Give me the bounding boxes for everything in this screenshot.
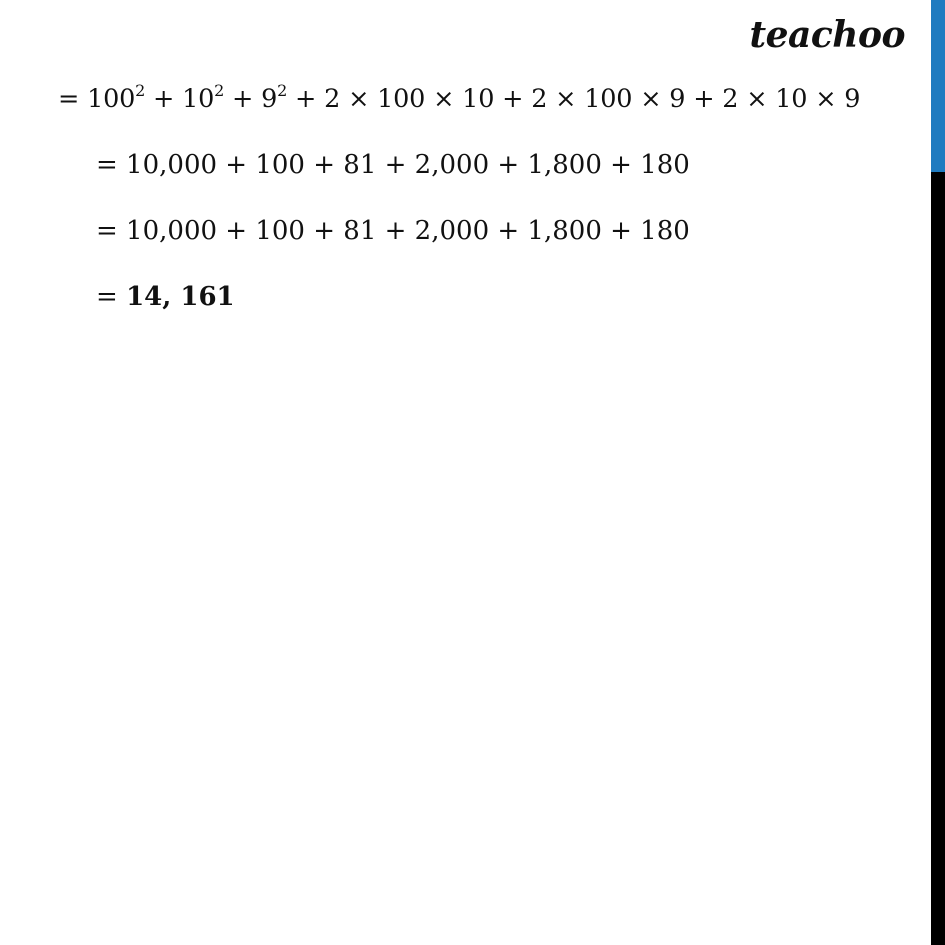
term-100: = 100 bbox=[58, 84, 136, 114]
sum-line-2: = 10,000 + 100 + 81 + 2,000 + 1,800 + 180 bbox=[96, 216, 690, 246]
term-10: + 10 bbox=[145, 84, 215, 114]
side-bar-blue-accent bbox=[931, 0, 945, 172]
equals-sign: = bbox=[96, 282, 127, 312]
exponent: 2 bbox=[135, 81, 146, 100]
exponent: 2 bbox=[214, 81, 225, 100]
term-9: + 9 bbox=[224, 84, 278, 114]
cross-terms: + 2 × 100 × 10 + 2 × 100 × 9 + 2 × 10 × 9 bbox=[287, 84, 861, 114]
teachoo-logo: teachoo bbox=[749, 14, 905, 56]
expansion-line bbox=[58, 81, 861, 114]
right-side-bar bbox=[931, 0, 945, 945]
final-result: 14, 161 bbox=[126, 282, 235, 312]
sum-line-1: = 10,000 + 100 + 81 + 2,000 + 1,800 + 180 bbox=[96, 150, 690, 180]
exponent: 2 bbox=[277, 81, 288, 100]
result-line bbox=[96, 282, 235, 312]
